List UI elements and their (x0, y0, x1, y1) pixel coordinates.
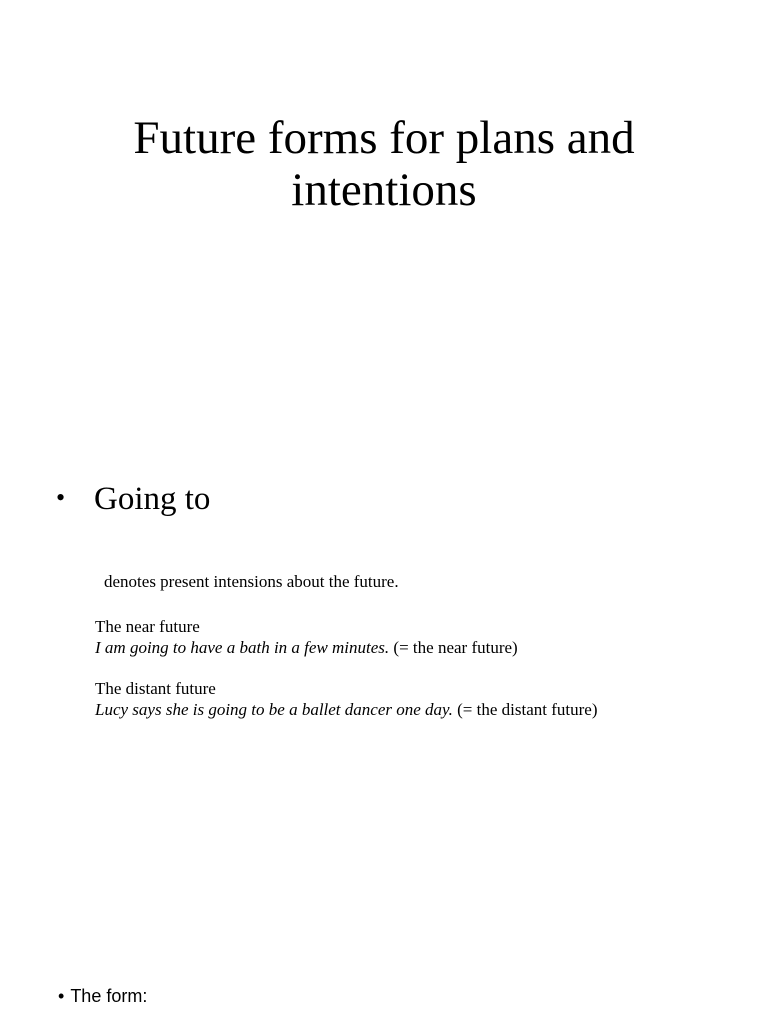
near-future-heading: The near future (95, 617, 200, 636)
going-to-label: Going to (94, 481, 211, 517)
form-bullet-label: The form: (70, 986, 148, 1006)
near-future-sentence: I am going to have a bath in a few minutes. (95, 638, 390, 657)
near-future-note: (= the near future) (389, 638, 518, 657)
title-line-1: Future forms for plans and (133, 112, 635, 164)
title-line-2: intentions (291, 164, 477, 216)
distant-future-sentence: Lucy says she is going to be a ballet dancer one day. (95, 700, 453, 719)
form-bullet (58, 985, 147, 1007)
distant-future-heading: The distant future (95, 679, 216, 698)
distant-future-example (95, 699, 598, 720)
near-future-example (95, 637, 518, 658)
going-to-description: denotes present intensions about the future. (104, 572, 399, 591)
bullet-marker: • (56, 483, 66, 512)
form-bullet-marker: • (58, 986, 65, 1006)
distant-future-note: (= the distant future) (452, 700, 598, 719)
going-to-bullet (56, 478, 210, 519)
slide-title (0, 112, 768, 216)
